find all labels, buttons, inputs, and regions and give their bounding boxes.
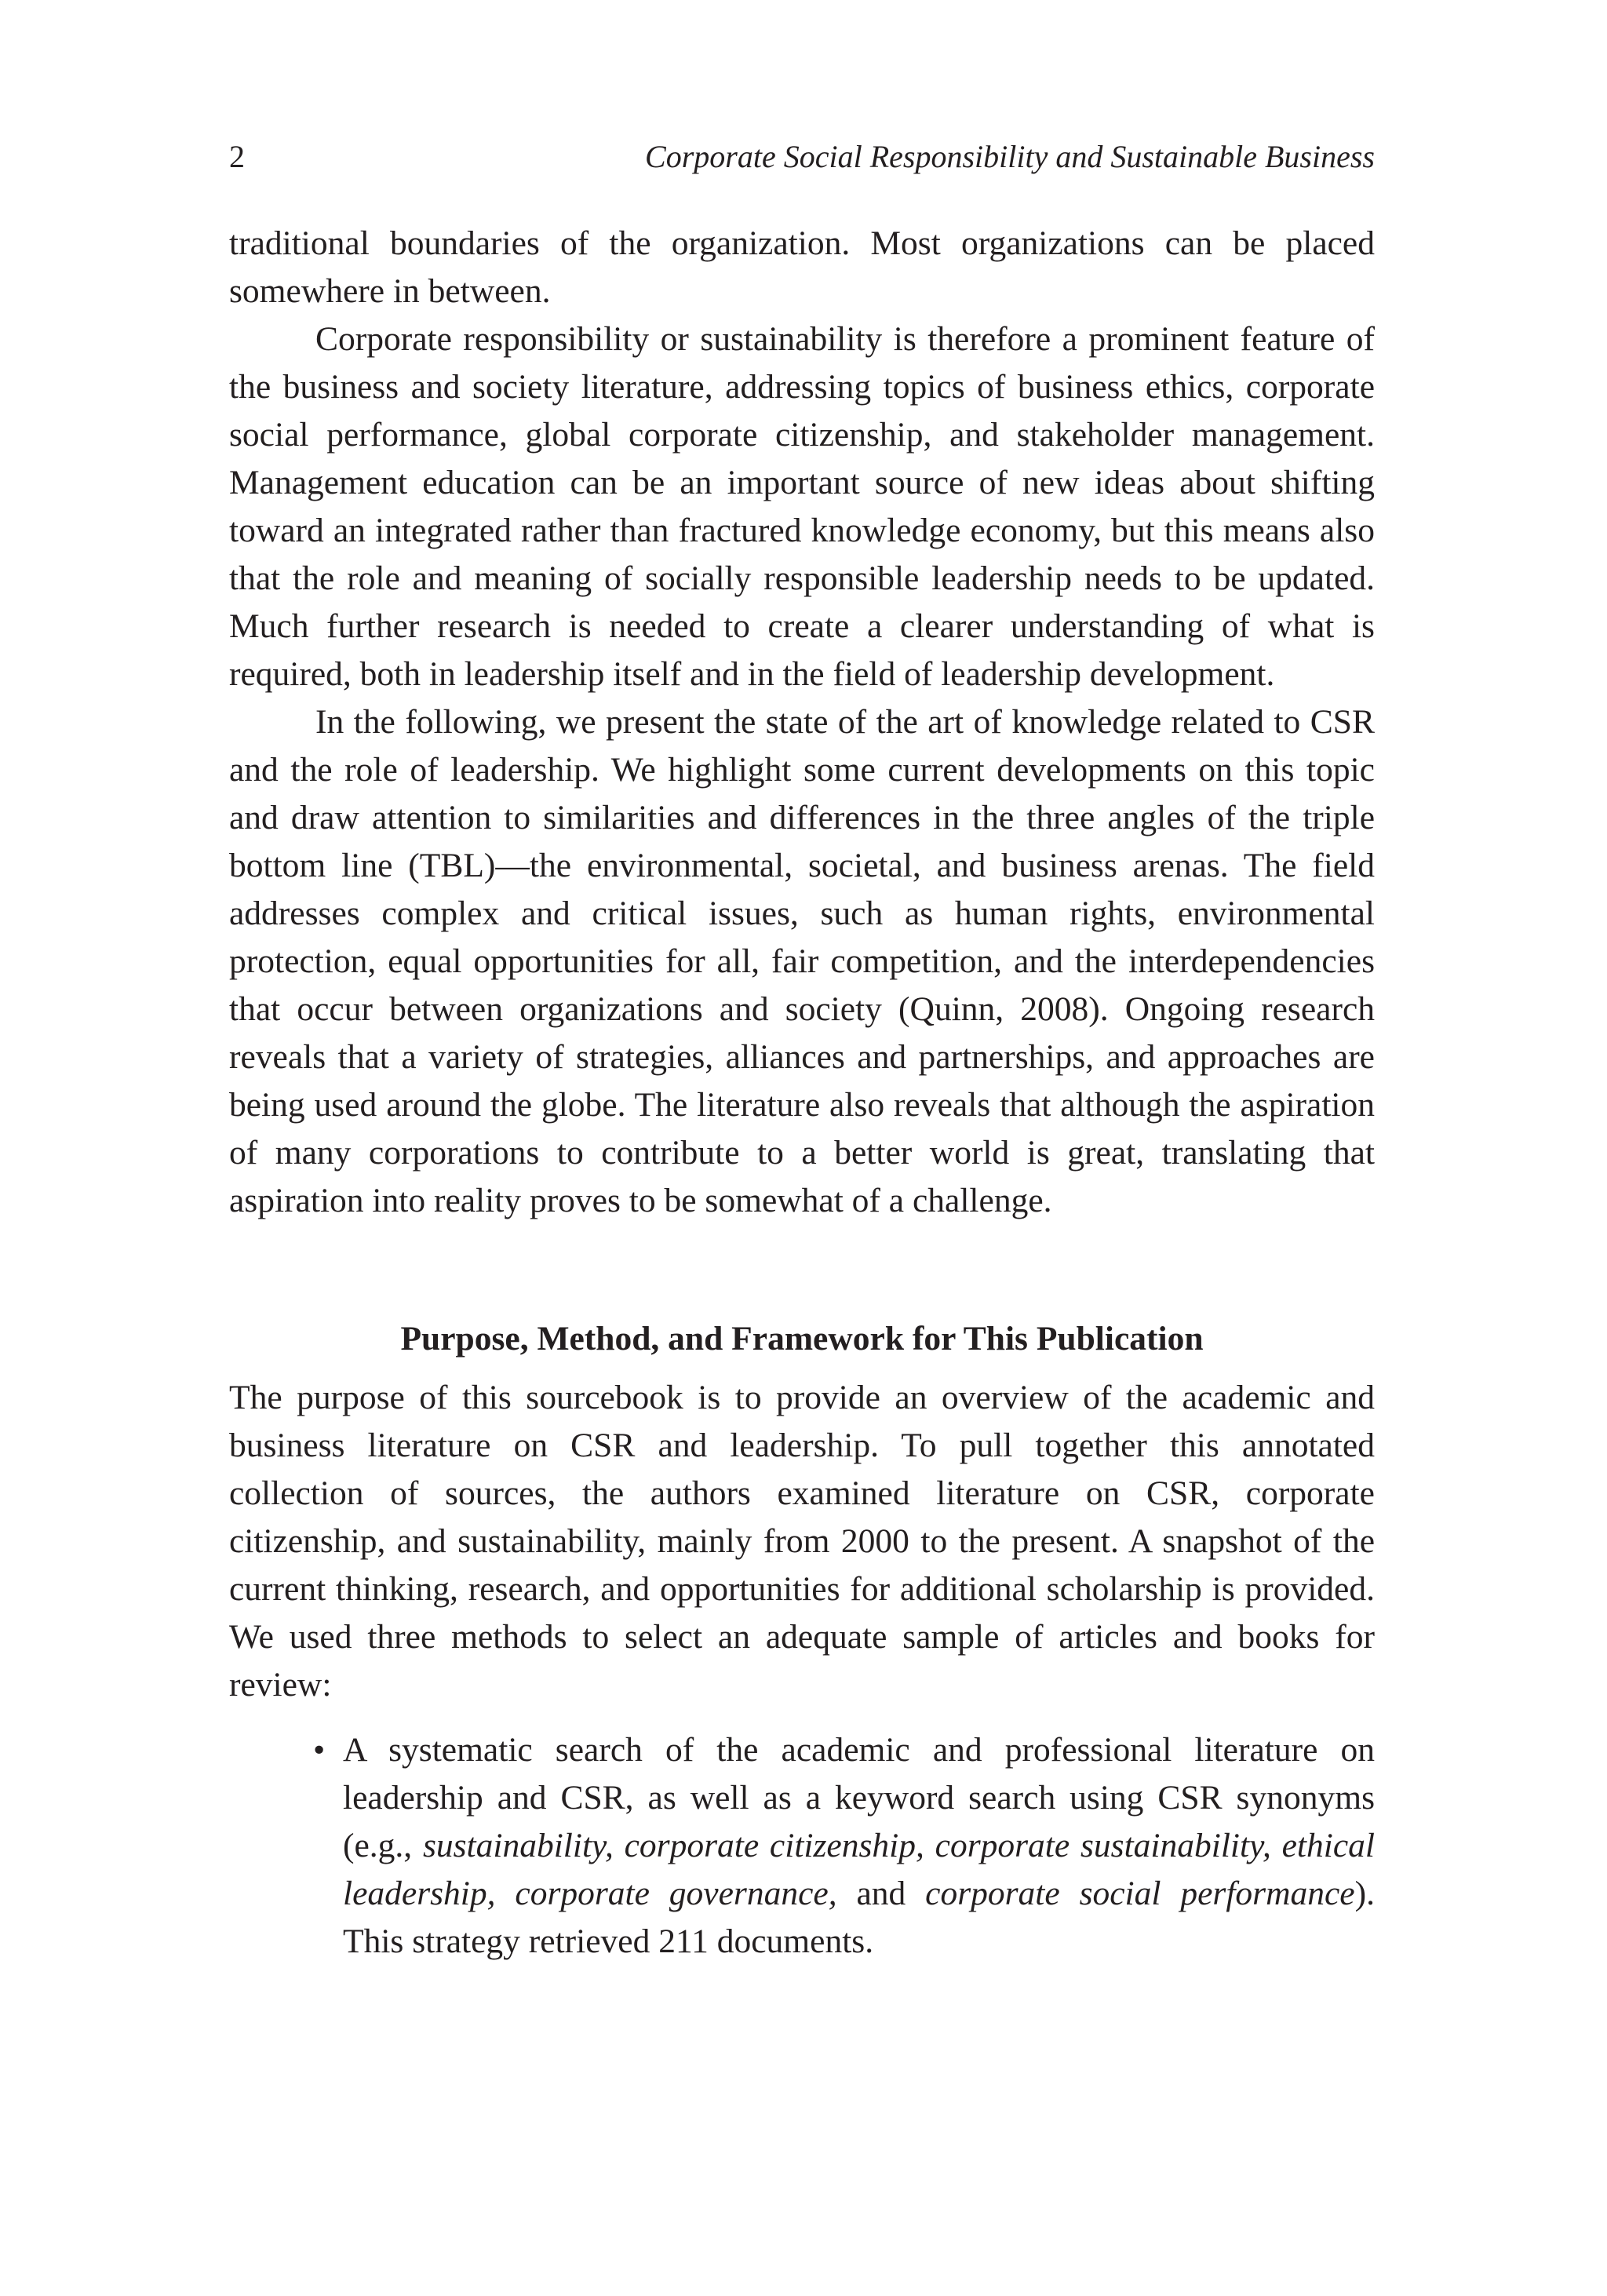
bullet-lead-text: A systematic search of the academic and professional literature on leadership and CSR, as well as a keyword search using CSR synonyms (e.g.,: [343, 1731, 1375, 1864]
paragraph-state-of-the-art: In the following, we present the state of the art of knowledge related to CSR and the role of leadership. We highlight some current developments on this topic and draw attention to similarities and differences in the three angles of the triple bottom line (TBL)—the environmental, societal, and business arenas. The field addresses complex and critical issues, such as human rights, environmental protection, equal opportunities for all, fair competition, and the interdependencies that occur between organizations and society (Quinn, 2008). Ongoing research reveals that a variety of strategies, alliances and partnerships, and approaches are being used around the globe. The literature also reveals that although the aspiration of many corporations to contribute to a better world is great, translating that aspiration into reality proves to be somewhat of a challenge.: [229, 703, 1375, 1219]
bullet-tail-text: ). This strategy retrieved 211 documents.: [343, 1875, 1375, 1960]
paragraph-continued: traditional boundaries of the organization. Most organizations can be placed somewhere in between.: [229, 224, 1375, 310]
paragraph-purpose: The purpose of this sourcebook is to provide an overview of the academic and business literature on CSR and leadership. To pull together this annotated collection of sources, the authors examined literature on CSR, corporate citizenship, and sustainability, mainly from 2000 to the present. A snapshot of the current thinking, research, and opportunities for additional scholarship is provided. We used three methods to select an adequate sample of articles and books for review:: [229, 1379, 1375, 1704]
page-number: 2: [229, 139, 245, 174]
section-heading: Purpose, Method, and Framework for This Publication: [400, 1320, 1204, 1358]
body-text: [229, 220, 1375, 1966]
bullet-italic-last-term: corporate social performance: [925, 1875, 1355, 1912]
bullet-italic-terms: sustainability, corporate citizenship, corporate sustainability, ethical leadership, corporate governance,: [343, 1827, 1375, 1912]
running-title: Corporate Social Responsibility and Sustainable Business: [645, 139, 1375, 174]
paragraph-corporate-responsibility: Corporate responsibility or sustainability is therefore a prominent feature of the business and society literature, addressing topics of business ethics, corporate social performance, global corporate citizenship, and stakeholder management. Management education can be an important source of new ideas about shifting toward an integrated rather than fractured knowledge economy, but this means also that the role and meaning of socially responsible leadership needs to be updated. Much further research is needed to create a clearer understanding of what is required, both in leadership itself and in the field of leadership development.: [229, 320, 1375, 693]
bullet-conjunction: and: [836, 1875, 926, 1912]
methods-list: [229, 1726, 1375, 1966]
running-head: [229, 133, 1375, 180]
bullet-icon: •: [313, 1731, 326, 1769]
list-item: [313, 1726, 1375, 1966]
